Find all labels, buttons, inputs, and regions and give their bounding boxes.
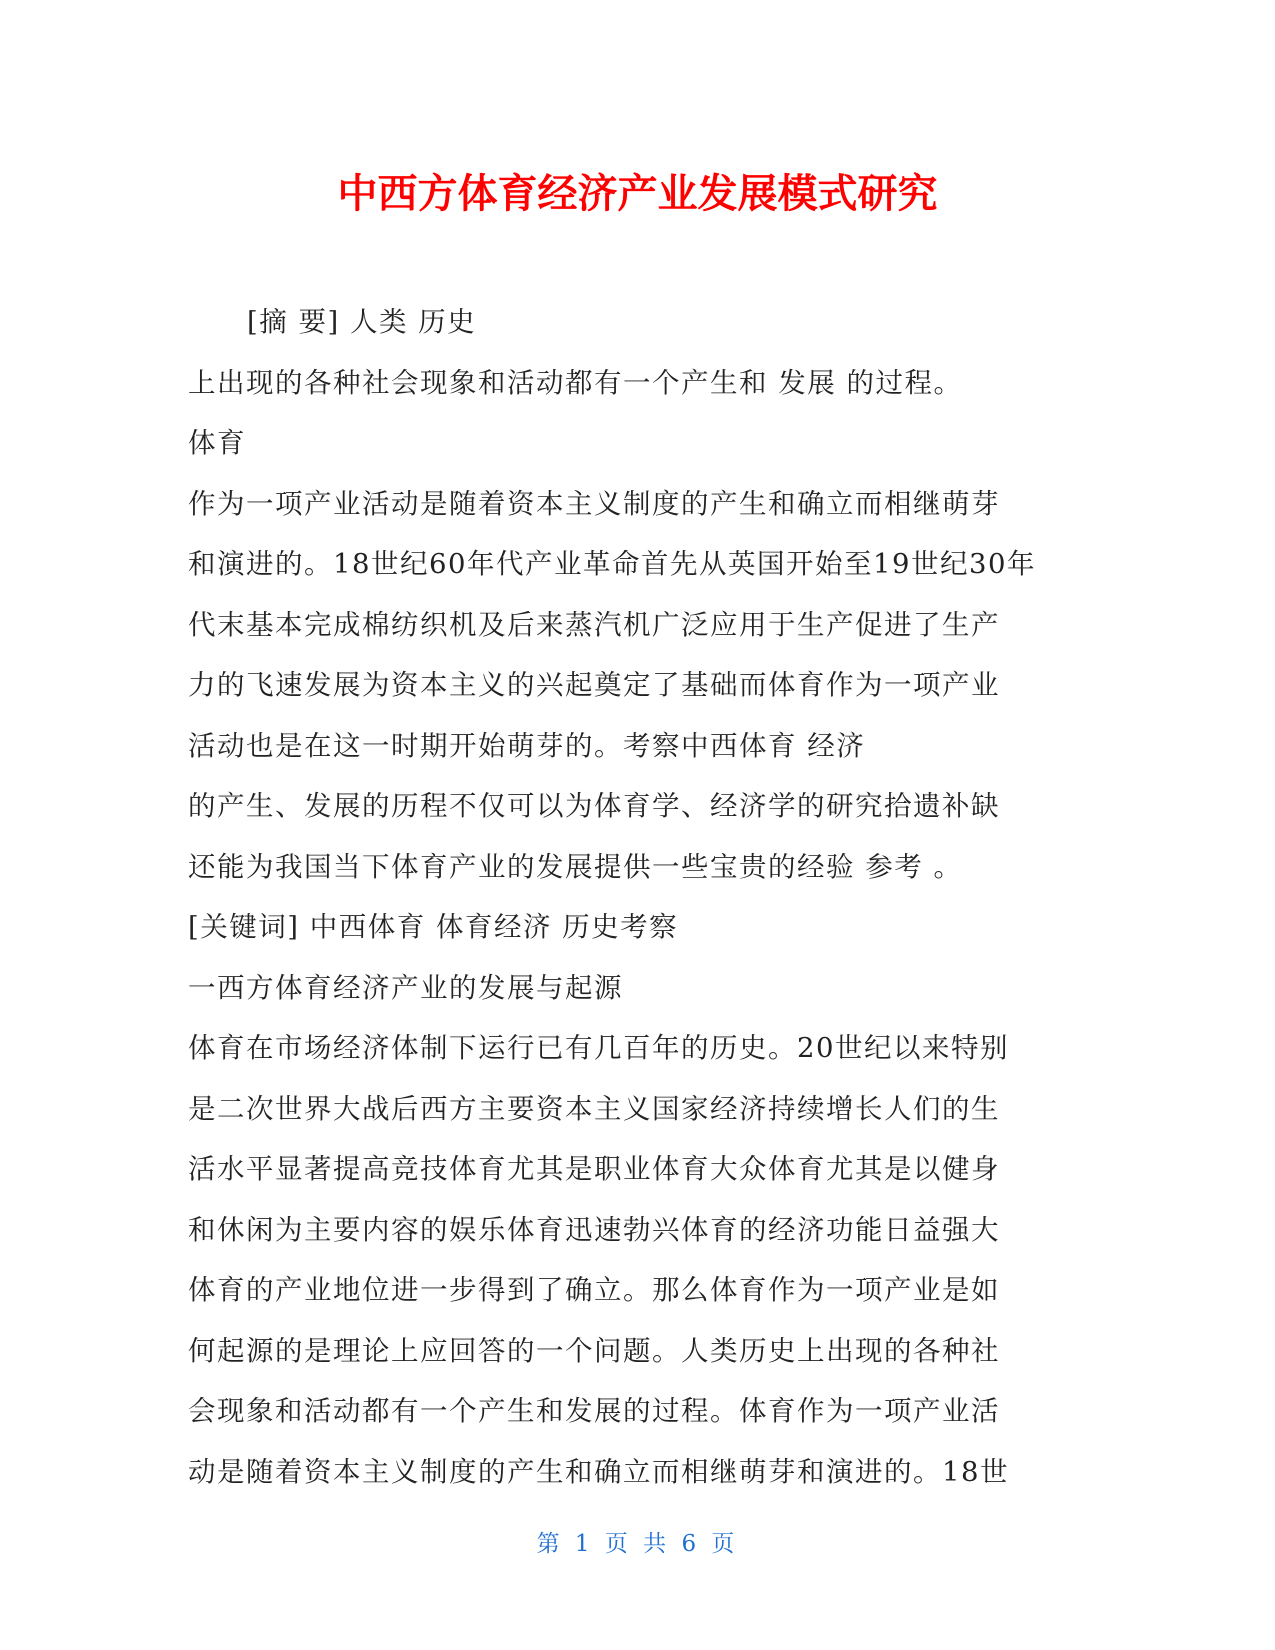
text-line: 和演进的。18世纪60年代产业革命首先从英国开始至19世纪30年 [188,548,1036,580]
text-line: 力的飞速发展为资本主义的兴起奠定了基础而体育作为一项产业 [188,669,1000,701]
keywords-line: [关键词] 中西体育 体育经济 历史考察 [188,911,679,943]
section-heading: 一西方体育经济产业的发展与起源 [188,971,623,1004]
document-title: 中西方体育经济产业发展模式研究 [337,171,938,217]
text-line: 是二次世界大战后西方主要资本主义国家经济持续增长人们的生 [188,1092,1000,1125]
text-line: 代末基本完成棉纺织机及后来蒸汽机广泛应用于生产促进了生产 [188,608,1000,641]
text-line: 体育的产业地位进一步得到了确立。那么体育作为一项产业是如 [188,1274,1000,1306]
text-line: 活动也是在这一时期开始萌芽的。考察中西体育 经济 [188,729,866,762]
text-line: 何起源的是理论上应回答的一个问题。人类历史上出现的各种社 [188,1334,1000,1367]
text-line: 还能为我国当下体育产业的发展提供一些宝贵的经验 参考 。 [188,850,963,883]
text-line: 上出现的各种社会现象和活动都有一个产生和 发展 的过程。 [188,366,963,399]
text-line: 作为一项产业活动是随着资本主义制度的产生和确立而相继萌芽 [188,487,1000,520]
text-line: 活水平显著提高竞技体育尤其是职业体育大众体育尤其是以健身 [188,1153,1000,1185]
text-line: 体育 [188,427,246,459]
abstract-line: [摘 要] 人类 历史 [247,306,477,338]
text-line: 的产生、发展的历程不仅可以为体育学、经济学的研究拾遗补缺 [188,790,1000,822]
document-body [188,292,1068,1502]
text-line: 和休闲为主要内容的娱乐体育迅速勃兴体育的经济功能日益强大 [188,1213,1000,1246]
text-line: 会现象和活动都有一个产生和发展的过程。体育作为一项产业活 [188,1395,1000,1427]
page-number-footer: 第 1 页 共 6 页 [536,1531,739,1557]
text-line: 体育在市场经济体制下运行已有几百年的历史。20世纪以来特别 [188,1032,1009,1064]
text-line: 动是随着资本主义制度的产生和确立而相继萌芽和演进的。18世 [188,1455,1009,1488]
